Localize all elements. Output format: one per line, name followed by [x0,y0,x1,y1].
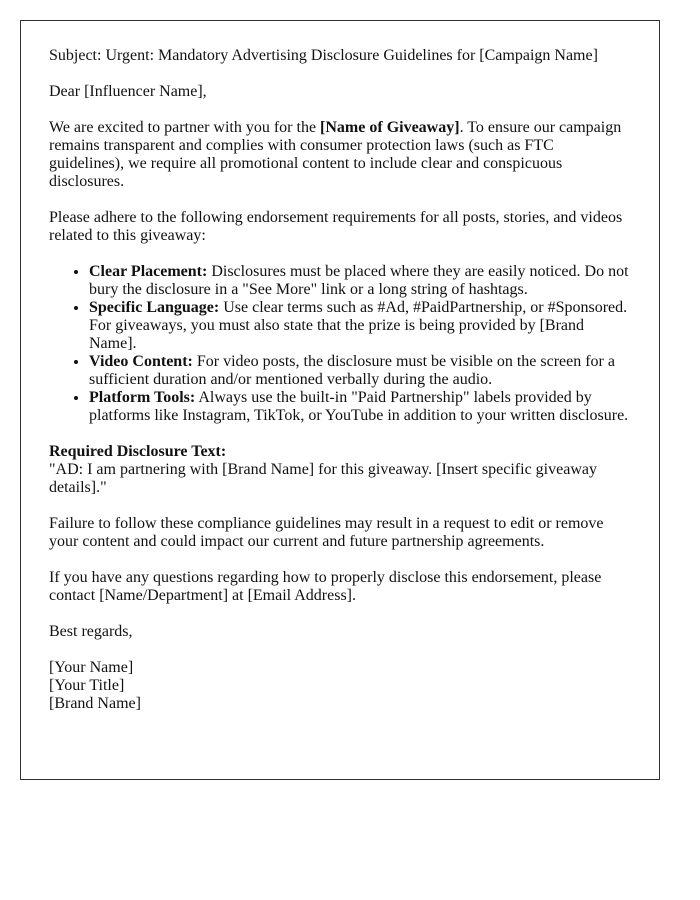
greeting: Dear [Influencer Name], [49,83,207,100]
signature-name: [Your Name] [49,659,134,676]
requirements-intro: Please adhere to the following endorsement requirements for all posts, stories, and videos related to this giveaway: [49,209,623,244]
requirement-title: Platform Tools: [89,389,196,406]
intro-text-after: . To ensure our campaign remains transparent and complies with consumer protection laws (such as FTC guidelines), we require all promotional content to include clear and conspicuous disclosures. [49,119,622,190]
closing: Best regards, [49,623,133,640]
requirement-title: Specific Language: [89,299,220,316]
requirement-item [89,263,631,299]
disclosure-block [49,443,631,497]
requirement-text: For video posts, the disclosure must be visible on the screen for a sufficient duration and/or mentioned verbally during the audio. [89,353,615,388]
subject-line: Subject: Urgent: Mandatory Advertising Disclosure Guidelines for [Campaign Name] [49,47,598,64]
warning-paragraph: Failure to follow these compliance guidelines may result in a request to edit or remove your content and could impact our current and future partnership agreements. [49,515,604,550]
requirement-text: Always use the built-in "Paid Partnership" labels provided by platforms like Instagram, TikTok, or YouTube in addition to your written disclosure. [89,389,629,424]
giveaway-name: [Name of Giveaway] [320,119,460,136]
contact-paragraph: If you have any questions regarding how to properly disclose this endorsement, please contact [Name/Department] at [Email Address]. [49,569,602,604]
requirement-item [89,353,631,389]
requirement-title: Clear Placement: [89,263,208,280]
signature-brand: [Brand Name] [49,695,141,712]
signature-block [49,659,631,713]
requirements-list [49,263,631,425]
requirement-item [89,299,631,353]
requirement-item [89,389,631,425]
requirement-title: Video Content: [89,353,193,370]
intro-paragraph [49,119,631,191]
requirement-text: Use clear terms such as #Ad, #PaidPartnership, or #Sponsored. For giveaways, you must also state that the prize is being provided by [Brand Name]. [89,299,628,352]
intro-text-before: We are excited to partner with you for the [49,119,321,136]
signature-title: [Your Title] [49,677,125,694]
letter-container [20,20,660,780]
requirement-text: Disclosures must be placed where they are easily noticed. Do not bury the disclosure in a "See More" link or a long string of hashtags. [89,263,629,298]
disclosure-text: "AD: I am partnering with [Brand Name] for this giveaway. [Insert specific giveaway details]." [49,461,597,496]
disclosure-heading: Required Disclosure Text: [49,443,227,460]
